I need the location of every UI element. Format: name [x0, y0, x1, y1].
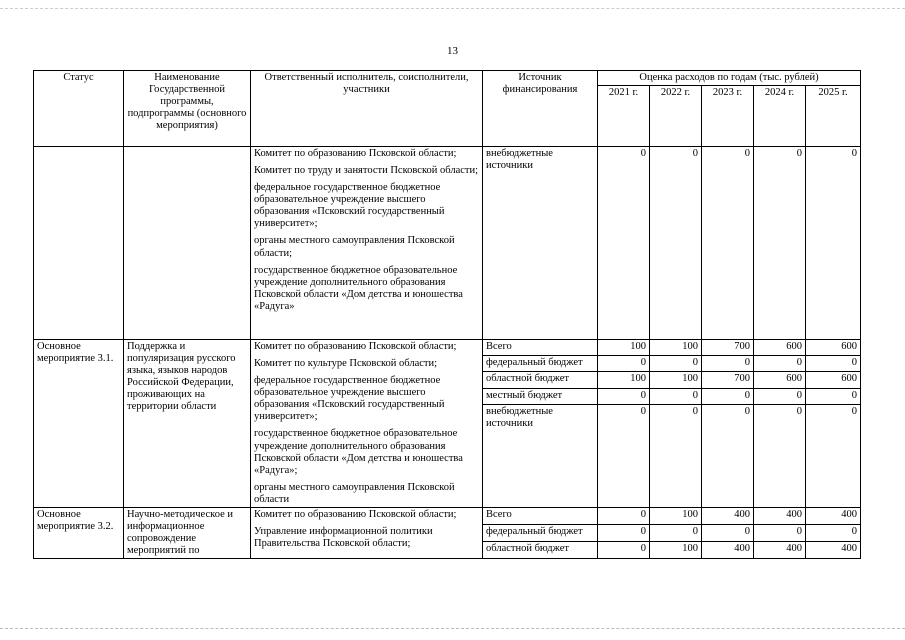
executor-item: федеральное государственное бюджетное образовательное учреждение высшего образования «Псковский государственный университет»; [254, 375, 445, 423]
name-cell: Научно-методическое и информационное сопровождение мероприятий по [124, 507, 251, 558]
table-row [34, 147, 861, 340]
executor-cell [251, 147, 483, 340]
value-cell: 0 [806, 524, 861, 541]
executor-item: Комитет по образованию Псковской области; [254, 341, 457, 353]
value-cell: 400 [806, 507, 861, 524]
value-cell: 600 [806, 340, 861, 356]
source-cell: федеральный бюджет [483, 524, 598, 541]
value-cell: 600 [754, 340, 806, 356]
executor-item: органы местного самоуправления Псковской области [254, 481, 455, 505]
name-cell [124, 147, 251, 340]
status-cell: Основное мероприятие 3.1. [34, 340, 124, 508]
value-cell: 700 [702, 340, 754, 356]
executor-cell [251, 340, 483, 508]
value-cell: 400 [754, 541, 806, 558]
value-cell: 0 [754, 147, 806, 340]
header-year: 2023 г. [702, 86, 754, 147]
source-cell: местный бюджет [483, 388, 598, 404]
value-cell: 0 [650, 524, 702, 541]
value-cell: 0 [650, 404, 702, 507]
header-executor: Ответственный исполнитель, соисполнители, участники [251, 71, 483, 147]
status-cell [34, 147, 124, 340]
value-cell: 0 [598, 404, 650, 507]
value-cell: 0 [598, 147, 650, 340]
source-cell: Всего [483, 340, 598, 356]
source-cell: областной бюджет [483, 372, 598, 388]
value-cell: 0 [598, 524, 650, 541]
source-cell: областной бюджет [483, 541, 598, 558]
executor-item: федеральное государственное бюджетное образовательное учреждение высшего образования «Псковский государственный университет»; [254, 182, 445, 230]
header-year: 2025 г. [806, 86, 861, 147]
value-cell: 400 [702, 541, 754, 558]
executor-item: государственное бюджетное образовательное учреждение дополнительного образования Псковской области «Дом детства и юношества «Радуга» [254, 264, 463, 312]
value-cell: 0 [702, 388, 754, 404]
source-cell: Всего [483, 507, 598, 524]
value-cell: 400 [806, 541, 861, 558]
value-cell: 0 [598, 356, 650, 372]
table-row [34, 507, 861, 524]
header-row [34, 71, 861, 86]
header-name: Наименование Государственной программы, подпрограммы (основного мероприятия) [124, 71, 251, 147]
value-cell: 100 [650, 507, 702, 524]
value-cell: 400 [754, 507, 806, 524]
value-cell: 0 [702, 147, 754, 340]
value-cell: 0 [702, 356, 754, 372]
header-source: Источник финансирования [483, 71, 598, 147]
value-cell: 0 [806, 147, 861, 340]
value-cell: 100 [650, 372, 702, 388]
value-cell: 0 [754, 356, 806, 372]
value-cell: 600 [806, 372, 861, 388]
value-cell: 700 [702, 372, 754, 388]
value-cell: 0 [598, 388, 650, 404]
header-status: Статус [34, 71, 124, 147]
value-cell: 0 [650, 147, 702, 340]
source-cell: внебюджетные источники [483, 147, 598, 340]
value-cell: 600 [754, 372, 806, 388]
value-cell: 0 [754, 388, 806, 404]
header-estimate: Оценка расходов по годам (тыс. рублей) [598, 71, 861, 86]
executor-item: Комитет по образованию Псковской области; [254, 508, 457, 520]
source-cell: федеральный бюджет [483, 356, 598, 372]
value-cell: 0 [754, 404, 806, 507]
header-year: 2022 г. [650, 86, 702, 147]
table-row [34, 340, 861, 356]
value-cell: 100 [598, 372, 650, 388]
value-cell: 100 [650, 340, 702, 356]
executor-item: Комитет по образованию Псковской области; [254, 148, 457, 160]
scan-top-edge [0, 8, 905, 10]
value-cell: 0 [702, 524, 754, 541]
executor-item: Комитет по культуре Псковской области; [254, 358, 438, 370]
value-cell: 0 [806, 356, 861, 372]
value-cell: 100 [598, 340, 650, 356]
source-cell: внебюджетные источники [483, 404, 598, 507]
executor-item: Комитет по труду и занятости Псковской области; [254, 165, 479, 177]
header-year: 2021 г. [598, 86, 650, 147]
header-year: 2024 г. [754, 86, 806, 147]
value-cell: 400 [702, 507, 754, 524]
executor-item: органы местного самоуправления Псковской области; [254, 235, 455, 259]
value-cell: 0 [650, 388, 702, 404]
status-cell: Основное мероприятие 3.2. [34, 507, 124, 558]
value-cell: 0 [754, 524, 806, 541]
value-cell: 0 [806, 404, 861, 507]
value-cell: 0 [598, 507, 650, 524]
value-cell: 0 [598, 541, 650, 558]
value-cell: 0 [650, 356, 702, 372]
budget-table [33, 70, 861, 559]
value-cell: 0 [702, 404, 754, 507]
executor-item: государственное бюджетное образовательное учреждение дополнительного образования Псковской области «Дом детства и юношества «Радуга»; [254, 428, 463, 476]
scan-bottom-edge [0, 628, 905, 630]
value-cell: 100 [650, 541, 702, 558]
executor-item: Управление информационной политики Правительства Псковской области; [254, 525, 433, 549]
page-number: 13 [447, 45, 458, 57]
executor-cell [251, 507, 483, 558]
value-cell: 0 [806, 388, 861, 404]
name-cell: Поддержка и популяризация русского языка, языков народов Российской Федерации, проживающих на территории области [124, 340, 251, 508]
